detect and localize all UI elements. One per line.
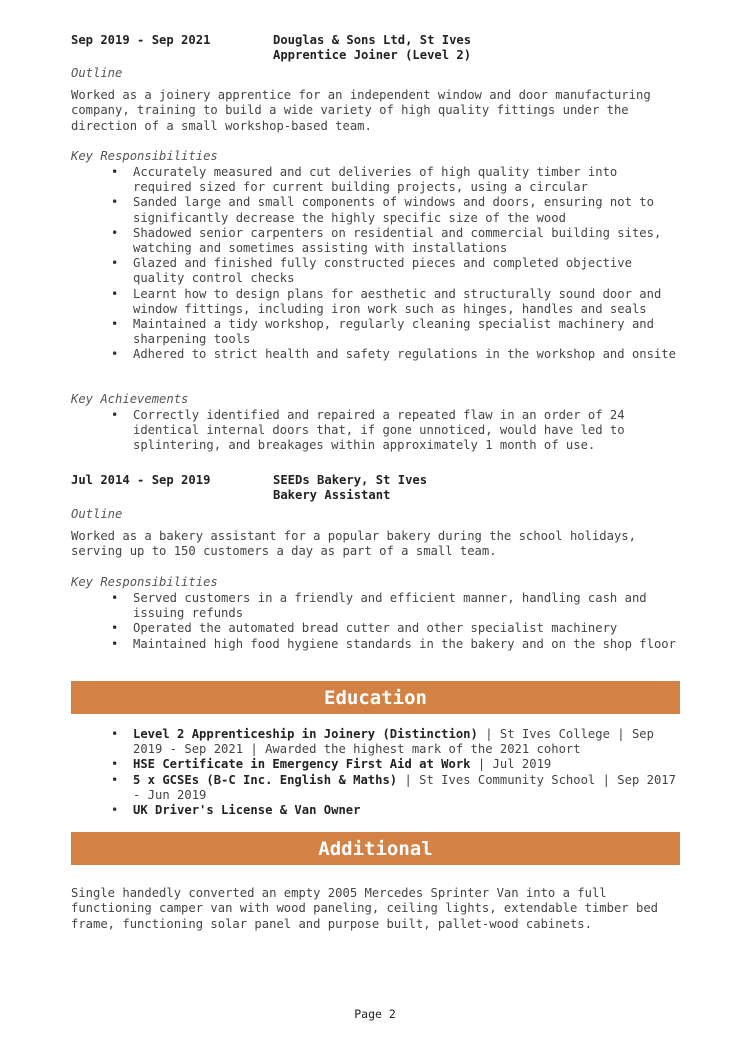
job-employer: SEEDs Bakery, St Ives (273, 473, 428, 487)
job-role: Apprentice Joiner (Level 2) (273, 48, 472, 62)
qualification-detail: | Jul 2019 (470, 757, 552, 772)
job-outline: Worked as a joinery apprentice for an independent window and door manufacturing company, training to build a wide variety of high quality fittings under the direction of a small workshop-based team. (71, 88, 651, 133)
outline-label: Outline (71, 507, 123, 521)
qualification-detail: | St Ives College | Sep 2019 - Sep 2021 | Awarded the highest mark of the 2021 cohort (133, 727, 654, 757)
additional-heading-band (71, 832, 680, 865)
education-list (71, 727, 680, 818)
list-item (133, 773, 680, 803)
job-header (71, 33, 680, 63)
achievements-list (71, 408, 680, 454)
job-dates: Sep 2019 - Sep 2021 (71, 33, 211, 47)
achievements-label: Key Achievements (71, 392, 189, 406)
responsibilities-label: Key Responsibilities (71, 575, 218, 589)
list-item: • Maintained a tidy workshop, regularly cleaning specialist machinery and sharpening tools (133, 317, 680, 347)
list-item: • Shadowed senior carpenters on residential and commercial building sites, watching and sometimes assisting with installations (133, 226, 680, 256)
list-item: • Correctly identified and repaired a repeated flaw in an order of 24 identical internal doors that, if gone unnoticed, would have led to splintering, and breakages within approximately 1 month of use. (133, 408, 680, 454)
section-heading: Education (324, 686, 427, 709)
list-item: • Sanded large and small components of windows and doors, ensuring not to significantly decrease the highly specific size of the wood (133, 195, 680, 225)
section-heading: Additional (318, 837, 433, 860)
qualification-detail: | St Ives Community School | Sep 2017 - Jun 2019 (133, 772, 676, 802)
list-item (133, 803, 680, 818)
list-item (133, 727, 680, 757)
list-item: • Served customers in a friendly and efficient manner, handling cash and issuing refunds (133, 591, 680, 621)
job-employer: Douglas & Sons Ltd, St Ives (273, 33, 472, 47)
responsibilities-list (71, 591, 680, 652)
list-item (133, 757, 680, 772)
responsibilities-label: Key Responsibilities (71, 149, 218, 163)
responsibilities-list (71, 165, 680, 363)
qualification-title: UK Driver's License & Van Owner (133, 803, 361, 818)
qualification-title: Level 2 Apprenticeship in Joinery (Distinction) (133, 727, 478, 741)
list-item: • Maintained high food hygiene standards in the bakery and on the shop floor (133, 637, 680, 652)
job-dates: Jul 2014 - Sep 2019 (71, 473, 211, 487)
qualification-title: HSE Certificate in Emergency First Aid at Work (133, 757, 471, 772)
list-item: • Adhered to strict health and safety regulations in the workshop and onsite (133, 347, 680, 362)
list-item: • Operated the automated bread cutter and other specialist machinery (133, 621, 680, 636)
job-outline: Worked as a bakery assistant for a popular bakery during the school holidays, serving up to 150 customers a day as part of a small team. (71, 529, 636, 559)
education-heading-band (71, 681, 680, 714)
qualification-title: 5 x GCSEs (B-C Inc. English & Maths) (133, 772, 398, 787)
additional-text: Single handedly converted an empty 2005 Mercedes Sprinter Van into a full functioning camper van with wood paneling, ceiling lights, extendable timber bed frame, functioning solar panel and purpose built, pallet-wood cabinets. (71, 886, 658, 931)
job-role: Bakery Assistant (273, 488, 391, 502)
job-header (71, 473, 680, 503)
outline-label: Outline (71, 66, 123, 80)
list-item: • Learnt how to design plans for aesthetic and structurally sound door and window fittings, including iron work such as hinges, handles and seals (133, 287, 680, 317)
list-item: • Glazed and finished fully constructed pieces and completed objective quality control checks (133, 256, 680, 286)
list-item: • Accurately measured and cut deliveries of high quality timber into required sized for current building projects, using a circular (133, 165, 680, 195)
page-number: Page 2 (354, 1007, 396, 1021)
